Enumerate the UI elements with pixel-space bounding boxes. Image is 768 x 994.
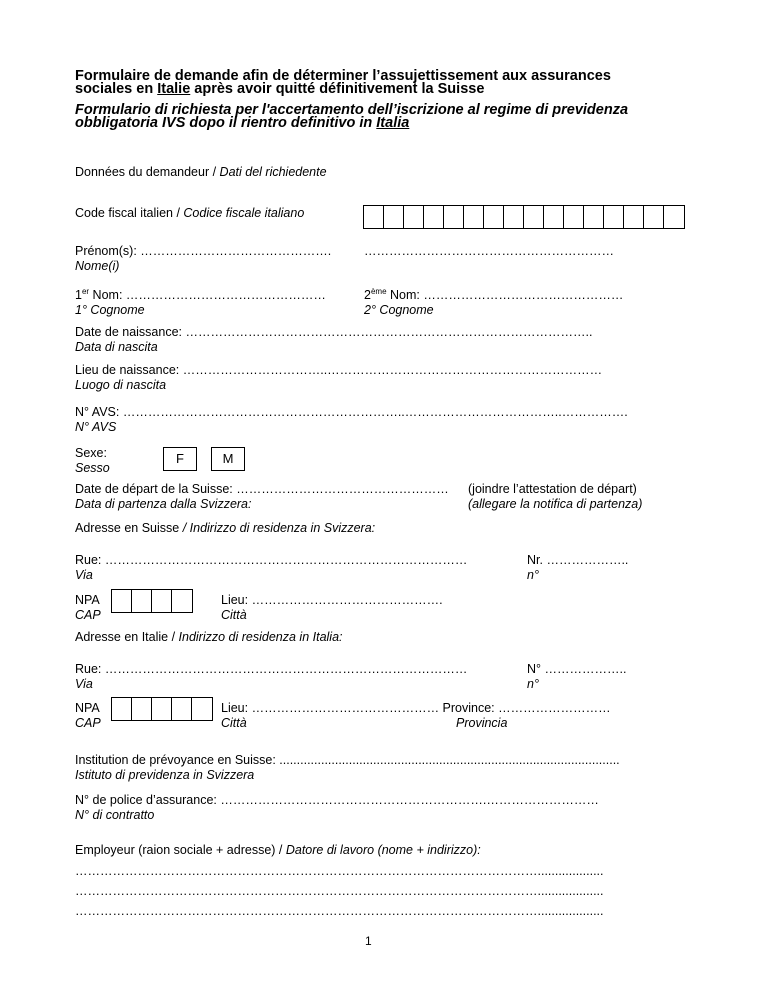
fiscal-code-label: Code fiscal italien / Codice fiscale italiano: [75, 206, 305, 220]
fiscal-code-boxes[interactable]: [363, 205, 685, 229]
page-number: 1: [365, 934, 372, 948]
birth-place-label: Lieu de naissance: ……………………………..………………………………………………………… Luogo di nascita: [75, 363, 603, 392]
addr-ch-npa-boxes[interactable]: [111, 589, 193, 613]
departure-label: Date de départ de la Suisse: …………………………………………… Data di partenza dalla Svizzera:: [75, 482, 449, 511]
addr-it-province-label: Provincia: [456, 716, 508, 730]
char-box[interactable]: [604, 206, 624, 228]
char-box[interactable]: [644, 206, 664, 228]
char-box[interactable]: [132, 698, 152, 720]
sex-f-box[interactable]: F: [163, 447, 197, 471]
char-box[interactable]: [152, 698, 172, 720]
addr-it-npa-label: NPA CAP: [75, 701, 101, 730]
char-box[interactable]: [152, 590, 172, 612]
char-box[interactable]: [664, 206, 684, 228]
surname2-label: 2ème Nom: ………………………………………… 2° Cognome: [364, 287, 624, 318]
first-name-field[interactable]: ……………………………………………………: [364, 244, 614, 258]
char-box[interactable]: [504, 206, 524, 228]
char-box[interactable]: [584, 206, 604, 228]
sex-m-box[interactable]: M: [211, 447, 245, 471]
char-box[interactable]: [172, 590, 192, 612]
birth-date-label: Date de naissance: …………………………………………………………………………………….. Data di nascita: [75, 325, 593, 354]
char-box[interactable]: [444, 206, 464, 228]
policy-label: N° de police d’assurance: ……………………………………………………….……………………… N° di contratto: [75, 793, 599, 822]
addr-it-nr-label: N° ……………….. n°: [527, 662, 627, 691]
addr-ch-city-label: Lieu: ………………………………………. Città: [221, 593, 443, 622]
sex-label: Sexe: Sesso: [75, 446, 110, 475]
char-box[interactable]: [424, 206, 444, 228]
char-box[interactable]: [112, 698, 132, 720]
addr-it-npa-boxes[interactable]: [111, 697, 213, 721]
char-box[interactable]: [384, 206, 404, 228]
addr-ch-street-label: Rue: …………………………………………………………………………… Via: [75, 553, 468, 582]
char-box[interactable]: [464, 206, 484, 228]
employer-line-1[interactable]: …………………………………………………………………………………………………...................: [75, 864, 604, 878]
addr-ch-heading: Adresse en Suisse / Indirizzo di residenza in Svizzera:: [75, 521, 376, 535]
addr-it-street-label: Rue: …………………………………………………………………………… Via: [75, 662, 468, 691]
char-box[interactable]: [404, 206, 424, 228]
char-box[interactable]: [524, 206, 544, 228]
employer-label: Employeur (raion sociale + adresse) / Datore di lavoro (nome + indirizzo):: [75, 843, 481, 857]
title-it-line1: Formulario di richiesta per l'accertamento dell’iscrizione al regime di previdenza: [75, 102, 629, 118]
employer-line-2[interactable]: …………………………………………………………………………………………………...................: [75, 884, 604, 898]
title-it-line2: obbligatoria IVS dopo il rientro definitivo in Italia: [75, 115, 410, 131]
char-box[interactable]: [624, 206, 644, 228]
institution-label: Institution de prévoyance en Suisse: .................................................................................................. Istituto di previdenza in Svizzera: [75, 753, 620, 782]
addr-ch-npa-label: NPA CAP: [75, 593, 101, 622]
addr-ch-nr-label: Nr. ……………….. n°: [527, 553, 629, 582]
avs-label: N° AVS: …………………………………………………………..………………………………..……………. N° AVS: [75, 405, 628, 434]
departure-note: (joindre l’attestation de départ) (allegare la notifica di partenza): [468, 482, 643, 511]
applicant-heading: Données du demandeur / Dati del richiedente: [75, 165, 327, 179]
title-fr-line1: Formulaire de demande afin de déterminer l’assujettissement aux assurances: [75, 68, 611, 84]
char-box[interactable]: [192, 698, 212, 720]
char-box[interactable]: [564, 206, 584, 228]
char-box[interactable]: [172, 698, 192, 720]
first-name-label: Prénom(s): ………………………………………. Nome(i): [75, 244, 332, 273]
employer-line-3[interactable]: …………………………………………………………………………………………………...................: [75, 904, 604, 918]
char-box[interactable]: [132, 590, 152, 612]
char-box[interactable]: [364, 206, 384, 228]
title-fr-line2: sociales en Italie après avoir quitté définitivement la Suisse: [75, 81, 485, 97]
char-box[interactable]: [112, 590, 132, 612]
char-box[interactable]: [484, 206, 504, 228]
addr-it-city-label: Lieu: ……………………………………… Province: ……………………… Città: [221, 701, 611, 730]
surname1-label: 1er Nom: ………………………………………… 1° Cognome: [75, 287, 326, 318]
char-box[interactable]: [544, 206, 564, 228]
addr-it-heading: Adresse en Italie / Indirizzo di residenza in Italia:: [75, 630, 343, 644]
